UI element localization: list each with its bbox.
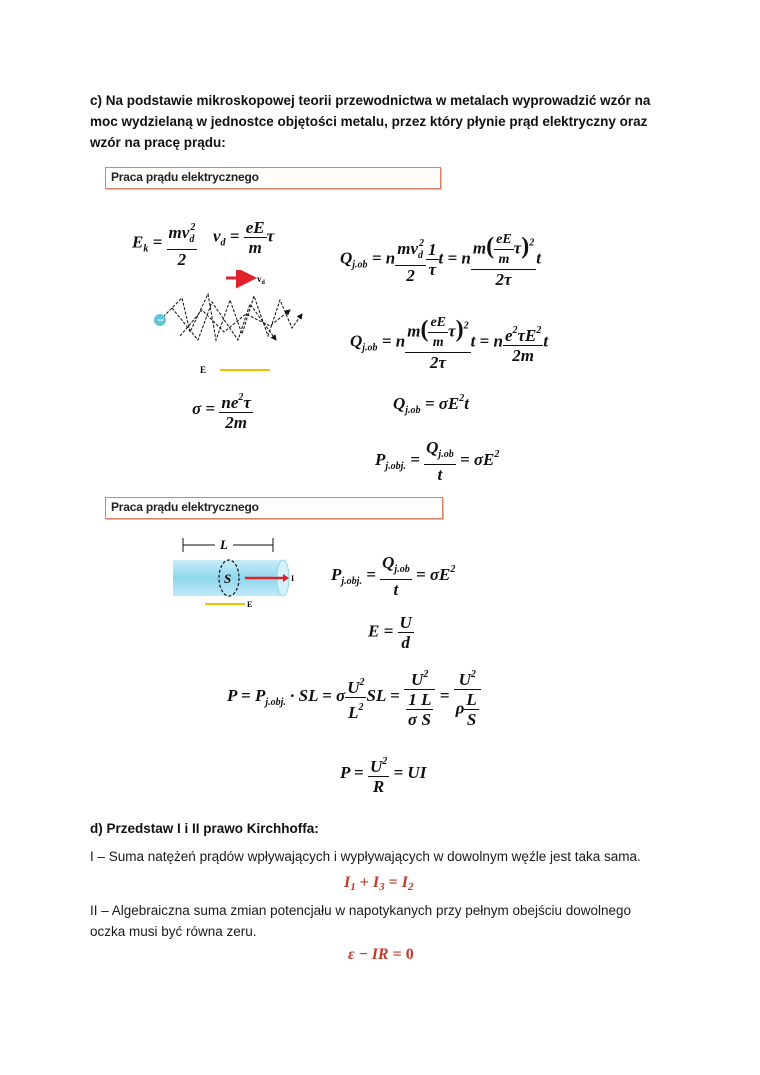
question-d: d) Przedstaw I i II prawo Kirchhoffa:	[90, 821, 319, 836]
area-label: S	[224, 571, 232, 586]
drift-velocity-label: $v_d$	[257, 274, 265, 286]
formula-q-job-2: $Q_{j.ob} = n$ m( $\frac{eE}{m}$ τ)$^2$ 2τ t = n $\frac{e^2\tau E^2}{2m}$ t	[350, 315, 549, 372]
formula-conductivity: σ = $\frac{ne^2\tau}{2m}$	[192, 388, 253, 432]
formula-power-density-1: $P_{j.obj.}$ = $\frac{Q_{j.ob}}{t}$ = $\sigma E^2$	[375, 438, 500, 484]
figure2-header: Praca prądu elektrycznego	[111, 500, 259, 514]
law1-formula: I1 + I3 = I2	[344, 874, 414, 893]
law2-formula: ε − IR = 0	[348, 946, 414, 963]
field-label-2: E	[247, 600, 253, 609]
current-label: I	[291, 574, 295, 583]
field-label: E	[200, 365, 207, 375]
conductor-diagram	[165, 532, 300, 612]
formula-kinetic-energy: $E_k$ = $\frac{mv_d^2}{2}$	[132, 218, 197, 269]
formula-q-job-1: $Q_{j.ob} = n$ $\frac{mv_d^2}{2}$ $\frac{1}{\tau}$ t = n m( $\frac{eE}{m}$ τ)$^2$ 2τ t	[340, 232, 541, 289]
svg-text:−: −	[157, 316, 165, 326]
formula-field: E = $\frac{U}{d}$	[368, 613, 412, 652]
figure1-header: Praca prądu elektrycznego	[111, 170, 259, 184]
figure1-header-box	[105, 167, 441, 189]
formula-q-job-sigma: $Q_{j.ob} = \sigma E^2t$	[393, 393, 469, 416]
figure2-header-box	[105, 497, 443, 519]
electron-path	[160, 294, 302, 340]
law1-text: I – Suma natężeń prądów wpływających i wypływających w dowolnym węźle jest taka sama.	[90, 849, 641, 864]
formula-drift-velocity: $v_d$ = $\frac{eE}{m}$ τ	[213, 218, 275, 257]
formula-power-density-2: $P_{j.obj.}$ = $\frac{Q_{j.ob}}{t}$ = $\sigma E^2$	[331, 553, 456, 599]
law2-text: II – Algebraiczna suma zmian potencjału w napotykanych przy pełnym obejściu dowolnego oczka musi być równa zeru.	[90, 903, 632, 939]
formula-power-ui: P = $\frac{U^2}{R}$ = UI	[340, 752, 426, 796]
electron-drift-diagram	[150, 270, 315, 375]
length-label: L	[220, 537, 228, 552]
formula-power-total: $P = P_{j.obj.}$ · SL = σ $\frac{U^2}{L^2}$ SL = $U^2$ $\frac{1}{\sigma}$ $\frac{L}{S}$ = $U^2$ ρ $\frac{L}{S}$	[227, 665, 481, 729]
question-c: c) Na podstawie mikroskopowej teorii przewodnictwa w metalach wyprowadzić wzór na moc wydzielaną w jednostce objętości metalu, przez który płynie prąd elektryczny oraz wzór na pracę prądu:	[90, 93, 651, 150]
